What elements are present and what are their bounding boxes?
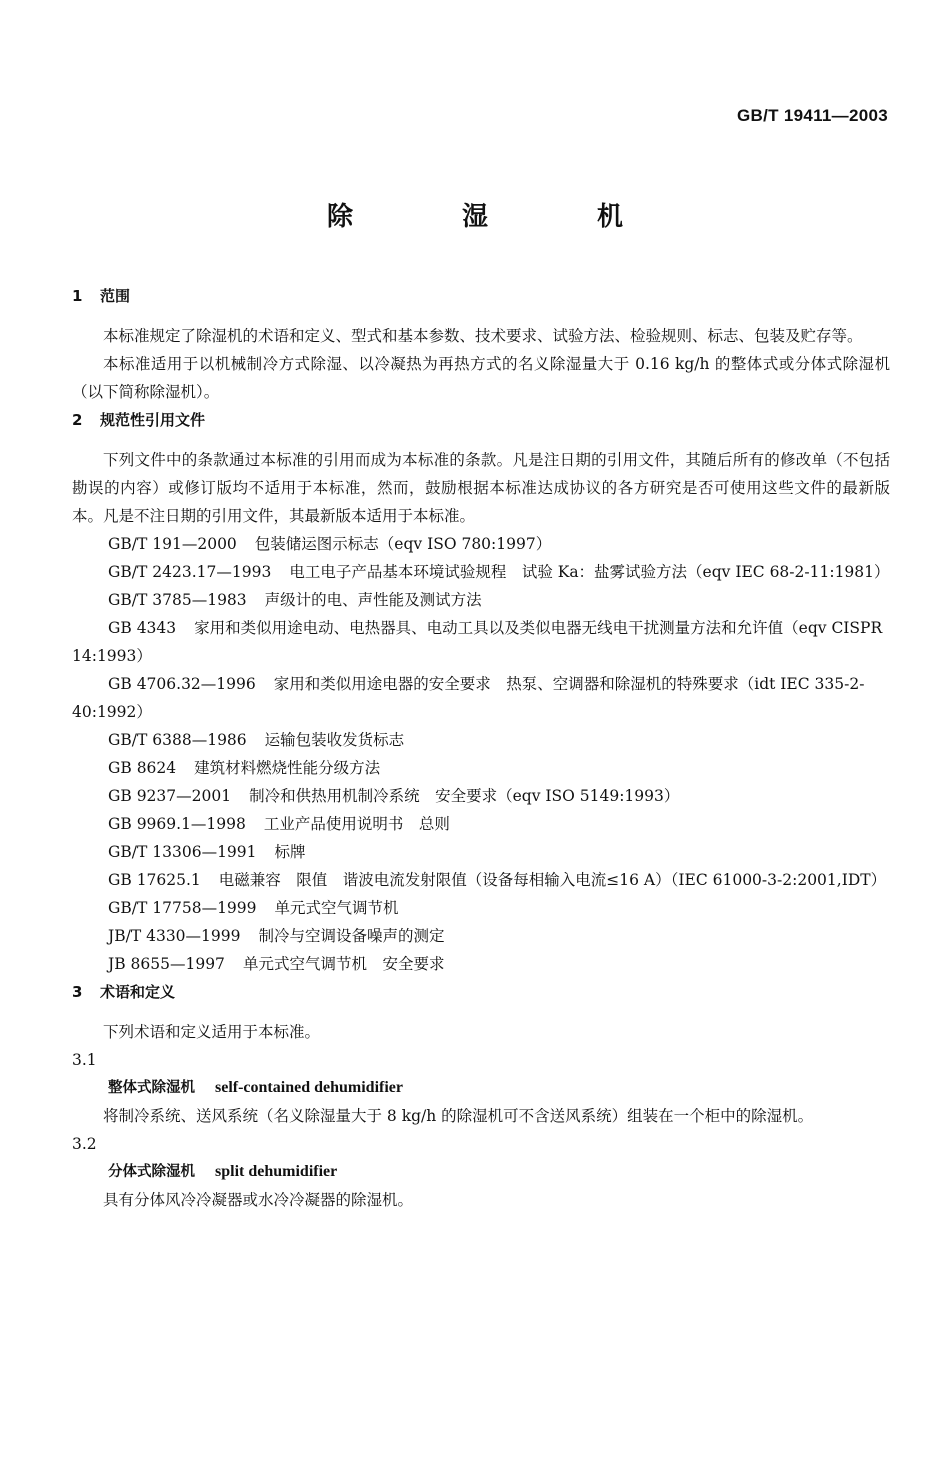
reference-item [72, 950, 890, 978]
reference-item [72, 894, 890, 922]
reference-title: 包装储运图示标志（eqv ISO 780:1997） [254, 535, 552, 553]
document-body [72, 282, 890, 1214]
section-title: 范围 [100, 287, 131, 305]
reference-title: 标牌 [274, 843, 306, 861]
section-3-heading [72, 978, 890, 1006]
reference-code: GB 4343 [108, 619, 177, 637]
reference-title: 电磁兼容 限值 谐波电流发射限值（设备每相输入电流≤16 A）（IEC 61000-3-2:2001,IDT） [218, 871, 887, 889]
section-2-heading [72, 406, 890, 434]
reference-code: GB/T 3785—1983 [108, 591, 247, 609]
reference-title: 单元式空气调节机 安全要求 [242, 955, 445, 973]
reference-item [72, 670, 890, 726]
term-definition: 将制冷系统、送风系统（名义除湿量大于 8 kg/h 的除湿机可不含送风系统）组装在一个柜中的除湿机。 [103, 1107, 814, 1125]
reference-title: 单元式空气调节机 [274, 899, 399, 917]
reference-item [72, 558, 890, 586]
term-en: split dehumidifier [215, 1163, 338, 1180]
reference-title: 制冷与空调设备噪声的测定 [258, 927, 445, 945]
clause-number: 3.1 [72, 1051, 97, 1069]
section-number: 2 [72, 411, 83, 429]
reference-item [72, 754, 890, 782]
reference-item [72, 530, 890, 558]
term-heading [72, 1158, 890, 1186]
reference-title: 工业产品使用说明书 总则 [263, 815, 450, 833]
reference-code: GB 17625.1 [108, 871, 201, 889]
paragraph: 下列文件中的条款通过本标准的引用而成为本标准的条款。凡是注日期的引用文件，其随后所有的修改单（不包括勘误的内容）或修订版均不适用于本标准，然而，鼓励根据本标准达成协议的各方研究是否可使用这些文件的最新版本。凡是不注日期的引用文件，其最新版本适用于本标准。 [72, 451, 890, 525]
reference-code: JB 8655—1997 [108, 955, 225, 973]
reference-code: GB 8624 [108, 759, 177, 777]
reference-code: GB 4706.32—1996 [108, 675, 256, 693]
term-heading [72, 1074, 890, 1102]
reference-title: 制冷和供热用机制冷系统 安全要求（eqv ISO 5149:1993） [249, 787, 680, 805]
reference-code: GB/T 6388—1986 [108, 731, 247, 749]
reference-code: GB/T 191—2000 [108, 535, 237, 553]
reference-title: 运输包装收发货标志 [264, 731, 405, 749]
term-zh: 整体式除湿机 [108, 1080, 195, 1096]
reference-title: 声级计的电、声性能及测试方法 [264, 591, 482, 609]
section-title: 规范性引用文件 [100, 411, 206, 429]
reference-item [72, 838, 890, 866]
paragraph: 本标准适用于以机械制冷方式除湿、以冷凝热为再热方式的名义除湿量大于 0.16 kg/h 的整体式或分体式除湿机（以下简称除湿机）。 [72, 355, 890, 401]
paragraph: 本标准规定了除湿机的术语和定义、型式和基本参数、技术要求、试验方法、检验规则、标志、包装及贮存等。 [103, 327, 863, 345]
reference-code: GB/T 17758—1999 [108, 899, 257, 917]
section-1-heading [72, 282, 890, 310]
term-definition: 具有分体风冷冷凝器或水冷冷凝器的除湿机。 [103, 1191, 414, 1209]
section-number: 1 [72, 287, 83, 305]
reference-code: GB 9969.1—1998 [108, 815, 246, 833]
reference-item [72, 586, 890, 614]
term-en: self-contained dehumidifier [215, 1079, 403, 1096]
clause-number: 3.2 [72, 1135, 97, 1153]
reference-item [72, 866, 890, 894]
reference-title: 家用和类似用途电器的安全要求 热泵、空调器和除湿机的特殊要求（idt IEC 335-2-40:1992） [72, 675, 865, 721]
reference-item [72, 810, 890, 838]
reference-item [72, 614, 890, 670]
reference-title: 电工电子产品基本环境试验规程 试验 Ka：盐雾试验方法（eqv IEC 68-2-11:1981） [289, 563, 890, 581]
reference-item [72, 782, 890, 810]
paragraph: 下列术语和定义适用于本标准。 [103, 1023, 321, 1041]
term-zh: 分体式除湿机 [108, 1164, 195, 1180]
reference-title: 建筑材料燃烧性能分级方法 [194, 759, 381, 777]
reference-code: JB/T 4330—1999 [108, 927, 241, 945]
reference-code: GB/T 2423.17—1993 [108, 563, 272, 581]
section-number: 3 [72, 983, 83, 1001]
document-title: 除 湿 机 [326, 202, 674, 232]
reference-title: 家用和类似用途电动、电热器具、电动工具以及类似电器无线电干扰测量方法和允许值（eqv CISPR 14:1993） [72, 619, 883, 665]
section-title: 术语和定义 [100, 983, 176, 1001]
reference-code: GB/T 13306—1991 [108, 843, 257, 861]
standard-number: GB/T 19411—2003 [737, 106, 888, 125]
reference-item [72, 922, 890, 950]
reference-code: GB 9237—2001 [108, 787, 232, 805]
reference-item [72, 726, 890, 754]
